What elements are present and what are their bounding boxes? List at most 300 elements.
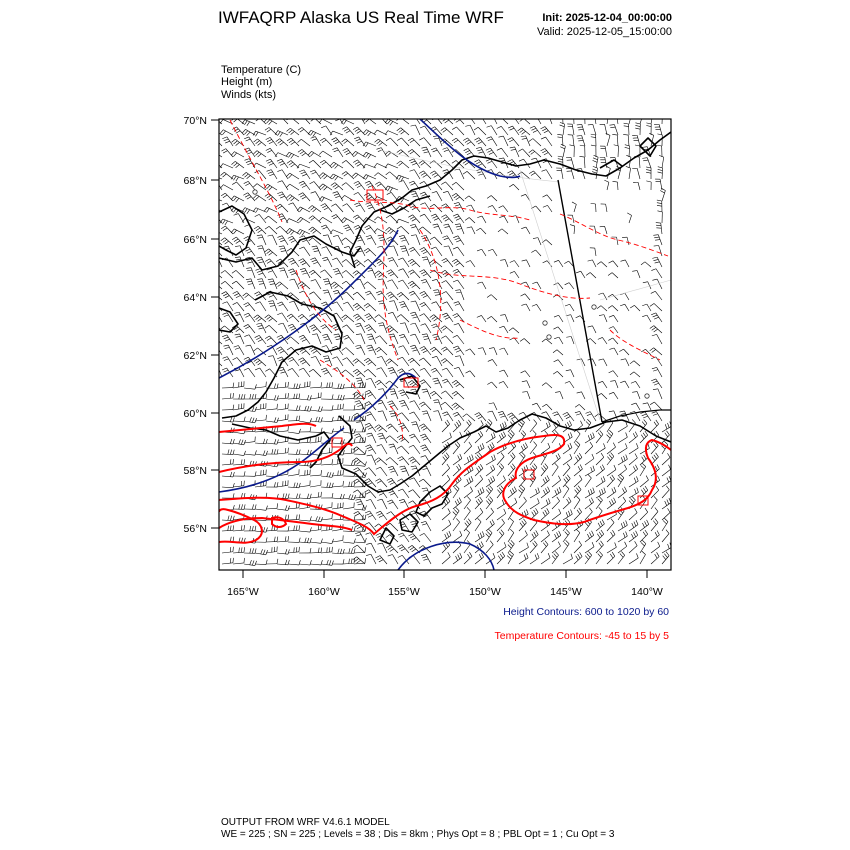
wind-barb <box>442 552 450 564</box>
wind-barb <box>222 393 234 399</box>
wind-barb <box>420 247 431 256</box>
wind-barb <box>563 529 570 542</box>
wind-barb <box>233 558 244 564</box>
wind-barb <box>552 520 561 531</box>
wind-barb <box>508 126 519 135</box>
wind-barb <box>398 457 409 465</box>
wind-barb <box>508 464 515 476</box>
wind-barb <box>266 449 278 454</box>
wind-barb <box>475 464 483 476</box>
wind-barb <box>650 303 662 311</box>
wind-barb <box>299 368 310 377</box>
wind-barb <box>265 336 277 344</box>
wind-barb <box>419 424 431 432</box>
wind-barb <box>222 558 233 564</box>
wind-barb <box>475 475 483 487</box>
wind-barb <box>420 445 431 454</box>
wind-barb <box>442 258 453 267</box>
wind-barb <box>618 433 627 443</box>
wind-barb <box>608 305 618 311</box>
wind-barb <box>222 439 234 444</box>
wind-barb <box>475 487 484 498</box>
wind-barb <box>266 137 277 146</box>
wind-barb <box>210 215 222 223</box>
wind-barb <box>563 509 572 520</box>
wind-barb <box>209 229 222 234</box>
wind-barb <box>453 442 460 454</box>
wind-barb <box>242 172 255 179</box>
wind-barb <box>342 325 354 333</box>
wind-barb <box>487 382 497 388</box>
wind-barb <box>422 389 431 399</box>
lon-tick-label: 145°W <box>550 586 582 598</box>
wind-barb <box>288 525 300 531</box>
wind-barb <box>233 417 245 422</box>
wind-barb <box>530 530 538 542</box>
wind-barb <box>497 542 506 553</box>
wind-barb <box>397 138 409 146</box>
wind-barb <box>574 508 582 520</box>
wind-barb <box>629 453 637 465</box>
wind-barb <box>608 273 618 278</box>
wind-barb <box>210 282 222 289</box>
wind-barb <box>585 498 594 509</box>
wind-barb <box>399 346 409 355</box>
wind-barb <box>522 391 530 399</box>
wind-barb <box>592 166 597 179</box>
wind-barb <box>607 465 616 476</box>
wind-barb <box>596 551 603 564</box>
wind-barb <box>433 411 442 421</box>
wind-barb <box>510 260 519 267</box>
wind-barb <box>255 382 266 388</box>
wind-barb <box>233 525 245 531</box>
wind-barb <box>441 402 453 410</box>
wind-barb <box>486 137 497 146</box>
wind-barb <box>623 134 629 146</box>
wind-barb <box>408 138 420 146</box>
wind-barb <box>433 224 442 234</box>
wind-barb <box>443 191 453 201</box>
wind-barb <box>486 508 494 520</box>
wind-barb <box>563 412 574 421</box>
wind-barb <box>275 131 288 137</box>
wind-barb <box>341 218 354 223</box>
wind-barb <box>486 553 495 564</box>
wind-barb <box>310 170 321 179</box>
wind-barb <box>475 443 484 454</box>
wind-barb <box>288 416 300 421</box>
wind-barb <box>430 171 442 179</box>
wind-barb <box>356 334 365 344</box>
wind-barb <box>386 215 398 223</box>
wind-barb <box>268 235 277 245</box>
wind-barb <box>409 434 420 443</box>
wind-barb <box>518 128 530 135</box>
wind-barb <box>500 315 508 322</box>
wind-barb <box>353 359 365 366</box>
wind-barb <box>221 238 233 245</box>
wind-barb <box>366 235 376 245</box>
wind-barb <box>212 346 222 355</box>
wind-barb <box>574 453 582 465</box>
wind-barb <box>476 228 486 234</box>
wind-barb <box>277 236 288 245</box>
wind-barb <box>563 464 570 476</box>
wind-barb <box>585 454 594 465</box>
wind-barb <box>374 163 387 168</box>
wind-barb <box>577 392 585 399</box>
wind-barb <box>255 470 266 476</box>
wind-barb <box>310 417 322 422</box>
wind-barb <box>279 246 288 256</box>
wind-barb <box>365 325 376 333</box>
lat-tick-label: 60°N <box>183 408 207 420</box>
wind-barb <box>277 302 288 311</box>
wind-barb <box>233 547 245 553</box>
wind-barb <box>629 531 638 542</box>
wind-barb <box>641 349 651 355</box>
wind-barb <box>298 193 310 201</box>
wind-barb <box>464 420 471 432</box>
wind-barb <box>374 173 387 179</box>
wind-barb <box>342 270 354 278</box>
wind-barb <box>242 120 255 126</box>
wind-barb <box>466 371 475 377</box>
wind-barb <box>343 558 355 564</box>
temperature-contour-legend: Temperature Contours: -45 to 15 by 5 <box>494 630 669 642</box>
wind-barb <box>640 431 648 443</box>
wind-barb <box>257 279 266 289</box>
wind-barb <box>332 384 344 389</box>
wind-barb <box>265 127 277 135</box>
wind-barb <box>321 459 333 465</box>
wind-barb <box>453 454 462 465</box>
wind-barb <box>297 217 310 223</box>
wind-barb <box>399 499 409 509</box>
wind-barb <box>266 404 277 410</box>
wind-barb <box>601 204 607 212</box>
wind-barb <box>453 346 464 355</box>
wind-barb <box>651 420 659 432</box>
height-contour-legend: Height Contours: 600 to 1020 by 60 <box>503 606 669 618</box>
wind-barb <box>630 361 640 366</box>
wind-barb <box>465 125 475 135</box>
wind-barb <box>342 358 354 366</box>
wind-barb <box>455 356 464 366</box>
wind-barb <box>642 315 651 322</box>
wind-barb <box>277 192 288 201</box>
wind-barb <box>486 541 493 553</box>
wind-barb <box>441 336 453 344</box>
wind-barb <box>640 476 648 487</box>
wind-barb <box>221 281 233 289</box>
wind-barb <box>363 152 376 158</box>
wind-barb <box>210 293 222 300</box>
wind-barb <box>510 271 519 278</box>
wind-barb <box>366 554 376 564</box>
map-layers <box>209 111 671 570</box>
wind-barb <box>453 280 464 289</box>
wind-barb <box>618 422 627 432</box>
wind-barb <box>521 136 530 146</box>
wind-barb <box>321 493 333 498</box>
wind-barb <box>342 315 354 322</box>
wind-barb <box>365 511 376 520</box>
wind-barb <box>646 181 651 190</box>
wind-barb <box>541 149 552 157</box>
init-time: Init: 2025-12-04_00:00:00 <box>542 12 672 24</box>
wind-barb <box>389 411 398 421</box>
wind-barb <box>330 230 343 234</box>
wind-barb <box>299 480 310 487</box>
wind-barb <box>311 137 321 146</box>
wind-barb <box>541 508 549 520</box>
wind-barb <box>386 270 398 278</box>
wind-barb <box>286 152 299 158</box>
wind-barb <box>343 502 354 509</box>
wind-barb <box>319 119 332 124</box>
wind-barb <box>385 119 398 125</box>
wind-barb <box>222 405 234 410</box>
wind-barb <box>364 303 376 311</box>
wind-barb <box>651 291 662 300</box>
wind-barb <box>465 349 475 355</box>
wind-barb <box>585 488 594 498</box>
wind-barb <box>520 294 530 300</box>
wind-barb <box>656 223 662 234</box>
wind-barb <box>430 270 442 278</box>
wind-barb <box>599 315 607 322</box>
wind-barb <box>255 549 268 555</box>
wind-barb <box>231 229 244 234</box>
wind-barb <box>399 181 409 190</box>
wind-barb <box>410 334 420 344</box>
wind-barb <box>232 237 244 245</box>
wind-barb <box>243 293 255 300</box>
wind-barb <box>610 381 618 388</box>
wind-barb <box>277 536 289 542</box>
wind-barb <box>508 138 519 146</box>
wind-barb <box>600 146 607 157</box>
wind-barb <box>386 292 398 300</box>
wind-barb <box>598 381 607 388</box>
wind-barb <box>498 229 508 234</box>
wind-barb <box>554 315 563 322</box>
wind-barb <box>332 494 344 499</box>
wind-barb <box>364 479 376 487</box>
wind-barb <box>277 181 288 190</box>
lon-tick-label: 155°W <box>388 586 420 598</box>
wind-barb <box>453 236 464 245</box>
wind-barb <box>409 159 420 168</box>
wind-barb <box>454 367 464 377</box>
wind-barb <box>332 549 344 554</box>
wind-barb <box>627 213 631 223</box>
wind-barb <box>408 215 420 223</box>
wind-barb <box>586 273 596 278</box>
wind-barb <box>452 193 464 201</box>
wind-barb <box>255 439 267 444</box>
wind-barb <box>386 545 398 553</box>
wind-barb <box>575 411 585 421</box>
wind-barb <box>408 534 420 542</box>
wind-barb <box>355 323 365 333</box>
wind-barb <box>662 476 671 487</box>
wind-barb <box>454 302 464 311</box>
wind-barb <box>298 358 310 366</box>
wind-barb <box>465 217 475 223</box>
wind-barb <box>574 441 580 454</box>
wind-barb <box>321 382 333 388</box>
wind-barb <box>320 270 332 278</box>
wind-barb <box>233 302 244 311</box>
wind-barb <box>529 139 541 146</box>
wind-barb <box>662 465 671 476</box>
wind-barb <box>353 447 365 454</box>
wind-barb <box>321 405 333 410</box>
wind-barb <box>453 507 459 520</box>
wind-barb <box>378 411 387 421</box>
wind-barb <box>332 559 344 564</box>
wind-barb <box>475 531 484 542</box>
wind-barb <box>268 279 277 289</box>
wind-barb <box>212 312 222 322</box>
wind-barb <box>365 390 376 399</box>
wind-barb <box>408 490 420 498</box>
wind-barb <box>654 124 662 135</box>
wind-barb <box>642 304 651 311</box>
wind-barb <box>398 390 409 399</box>
wind-barb <box>388 554 398 564</box>
wind-barb <box>366 543 376 553</box>
wind-barb <box>411 301 420 311</box>
wind-barb <box>642 158 651 168</box>
wind-barb <box>652 367 662 377</box>
wind-barb <box>541 421 550 432</box>
wind-barb <box>331 183 343 190</box>
wind-barb <box>596 476 605 487</box>
wind-barb <box>375 347 387 355</box>
wind-barb <box>342 183 354 190</box>
wind-barb <box>419 358 431 366</box>
wind-barb <box>389 334 398 344</box>
wind-barb <box>288 429 301 434</box>
lat-tick-label: 68°N <box>183 175 207 187</box>
wind-barb <box>355 532 365 542</box>
wind-barb <box>608 338 618 344</box>
wind-barb <box>607 543 616 553</box>
wind-barb <box>575 404 585 410</box>
wind-barb <box>321 560 334 565</box>
wind-barb <box>231 161 244 168</box>
wind-barb <box>432 191 442 201</box>
wind-barb <box>453 553 462 564</box>
wind-barb <box>354 404 365 410</box>
wind-barb <box>277 505 290 510</box>
wind-barb <box>467 227 475 234</box>
wind-barb <box>353 292 365 300</box>
wind-barb <box>244 335 255 344</box>
wind-barb <box>233 403 244 410</box>
wind-barb <box>265 325 277 333</box>
longitude-axis <box>227 570 663 598</box>
wind-barb <box>569 145 574 157</box>
wind-barb <box>563 497 571 509</box>
wind-barb <box>620 260 629 267</box>
wind-barb <box>343 461 355 466</box>
wind-barb <box>397 226 409 234</box>
wind-barb <box>210 271 222 278</box>
wind-barb <box>222 516 234 521</box>
wind-barb <box>256 323 266 333</box>
wind-barb <box>365 314 376 322</box>
wind-barb <box>487 295 497 300</box>
wind-barb <box>499 370 508 377</box>
wind-barb <box>474 138 486 146</box>
wind-barb <box>319 184 332 190</box>
wind-barb <box>620 304 629 311</box>
wind-barb <box>530 488 539 498</box>
wind-barb <box>442 291 453 300</box>
wind-barb <box>377 444 387 454</box>
lat-tick-label: 58°N <box>183 465 207 477</box>
wind-barb <box>343 539 356 544</box>
wind-barb <box>288 384 300 389</box>
wind-barb <box>297 229 310 235</box>
wind-barb <box>421 521 431 531</box>
wind-barb <box>321 539 334 544</box>
wind-barb <box>609 371 618 377</box>
wind-barb <box>255 368 266 377</box>
wind-barb <box>463 171 475 179</box>
wind-barb <box>266 559 278 564</box>
wind-barb <box>354 203 365 212</box>
wind-barb <box>387 500 398 509</box>
wind-barb <box>618 531 627 542</box>
wind-barb <box>375 458 387 465</box>
wind-barb <box>441 358 453 366</box>
wind-barb <box>454 323 464 333</box>
wind-barb <box>364 282 376 289</box>
wind-barb <box>507 413 519 421</box>
wind-barb <box>497 432 506 443</box>
wind-barb <box>222 483 234 488</box>
wind-barb <box>277 414 288 421</box>
wind-barb <box>486 486 493 498</box>
wind-barb <box>385 186 398 192</box>
wind-barb <box>378 301 387 311</box>
wind-barb <box>651 269 662 278</box>
wind-barb <box>553 371 563 377</box>
wind-barb <box>519 543 528 553</box>
wind-barb <box>612 134 618 146</box>
wind-barb <box>620 381 629 388</box>
wind-barb <box>640 444 649 454</box>
wind-barb <box>321 204 332 212</box>
wind-barb <box>464 552 472 564</box>
wind-barb <box>356 422 365 432</box>
wind-barb <box>332 148 343 157</box>
wind-barb <box>464 442 472 454</box>
wind-barb <box>541 137 552 146</box>
wind-barb <box>453 214 464 223</box>
wind-barb <box>498 136 508 146</box>
wind-barb <box>210 138 222 146</box>
wind-barb <box>486 455 495 465</box>
wind-barb <box>574 475 582 487</box>
wind-barb <box>277 393 289 399</box>
